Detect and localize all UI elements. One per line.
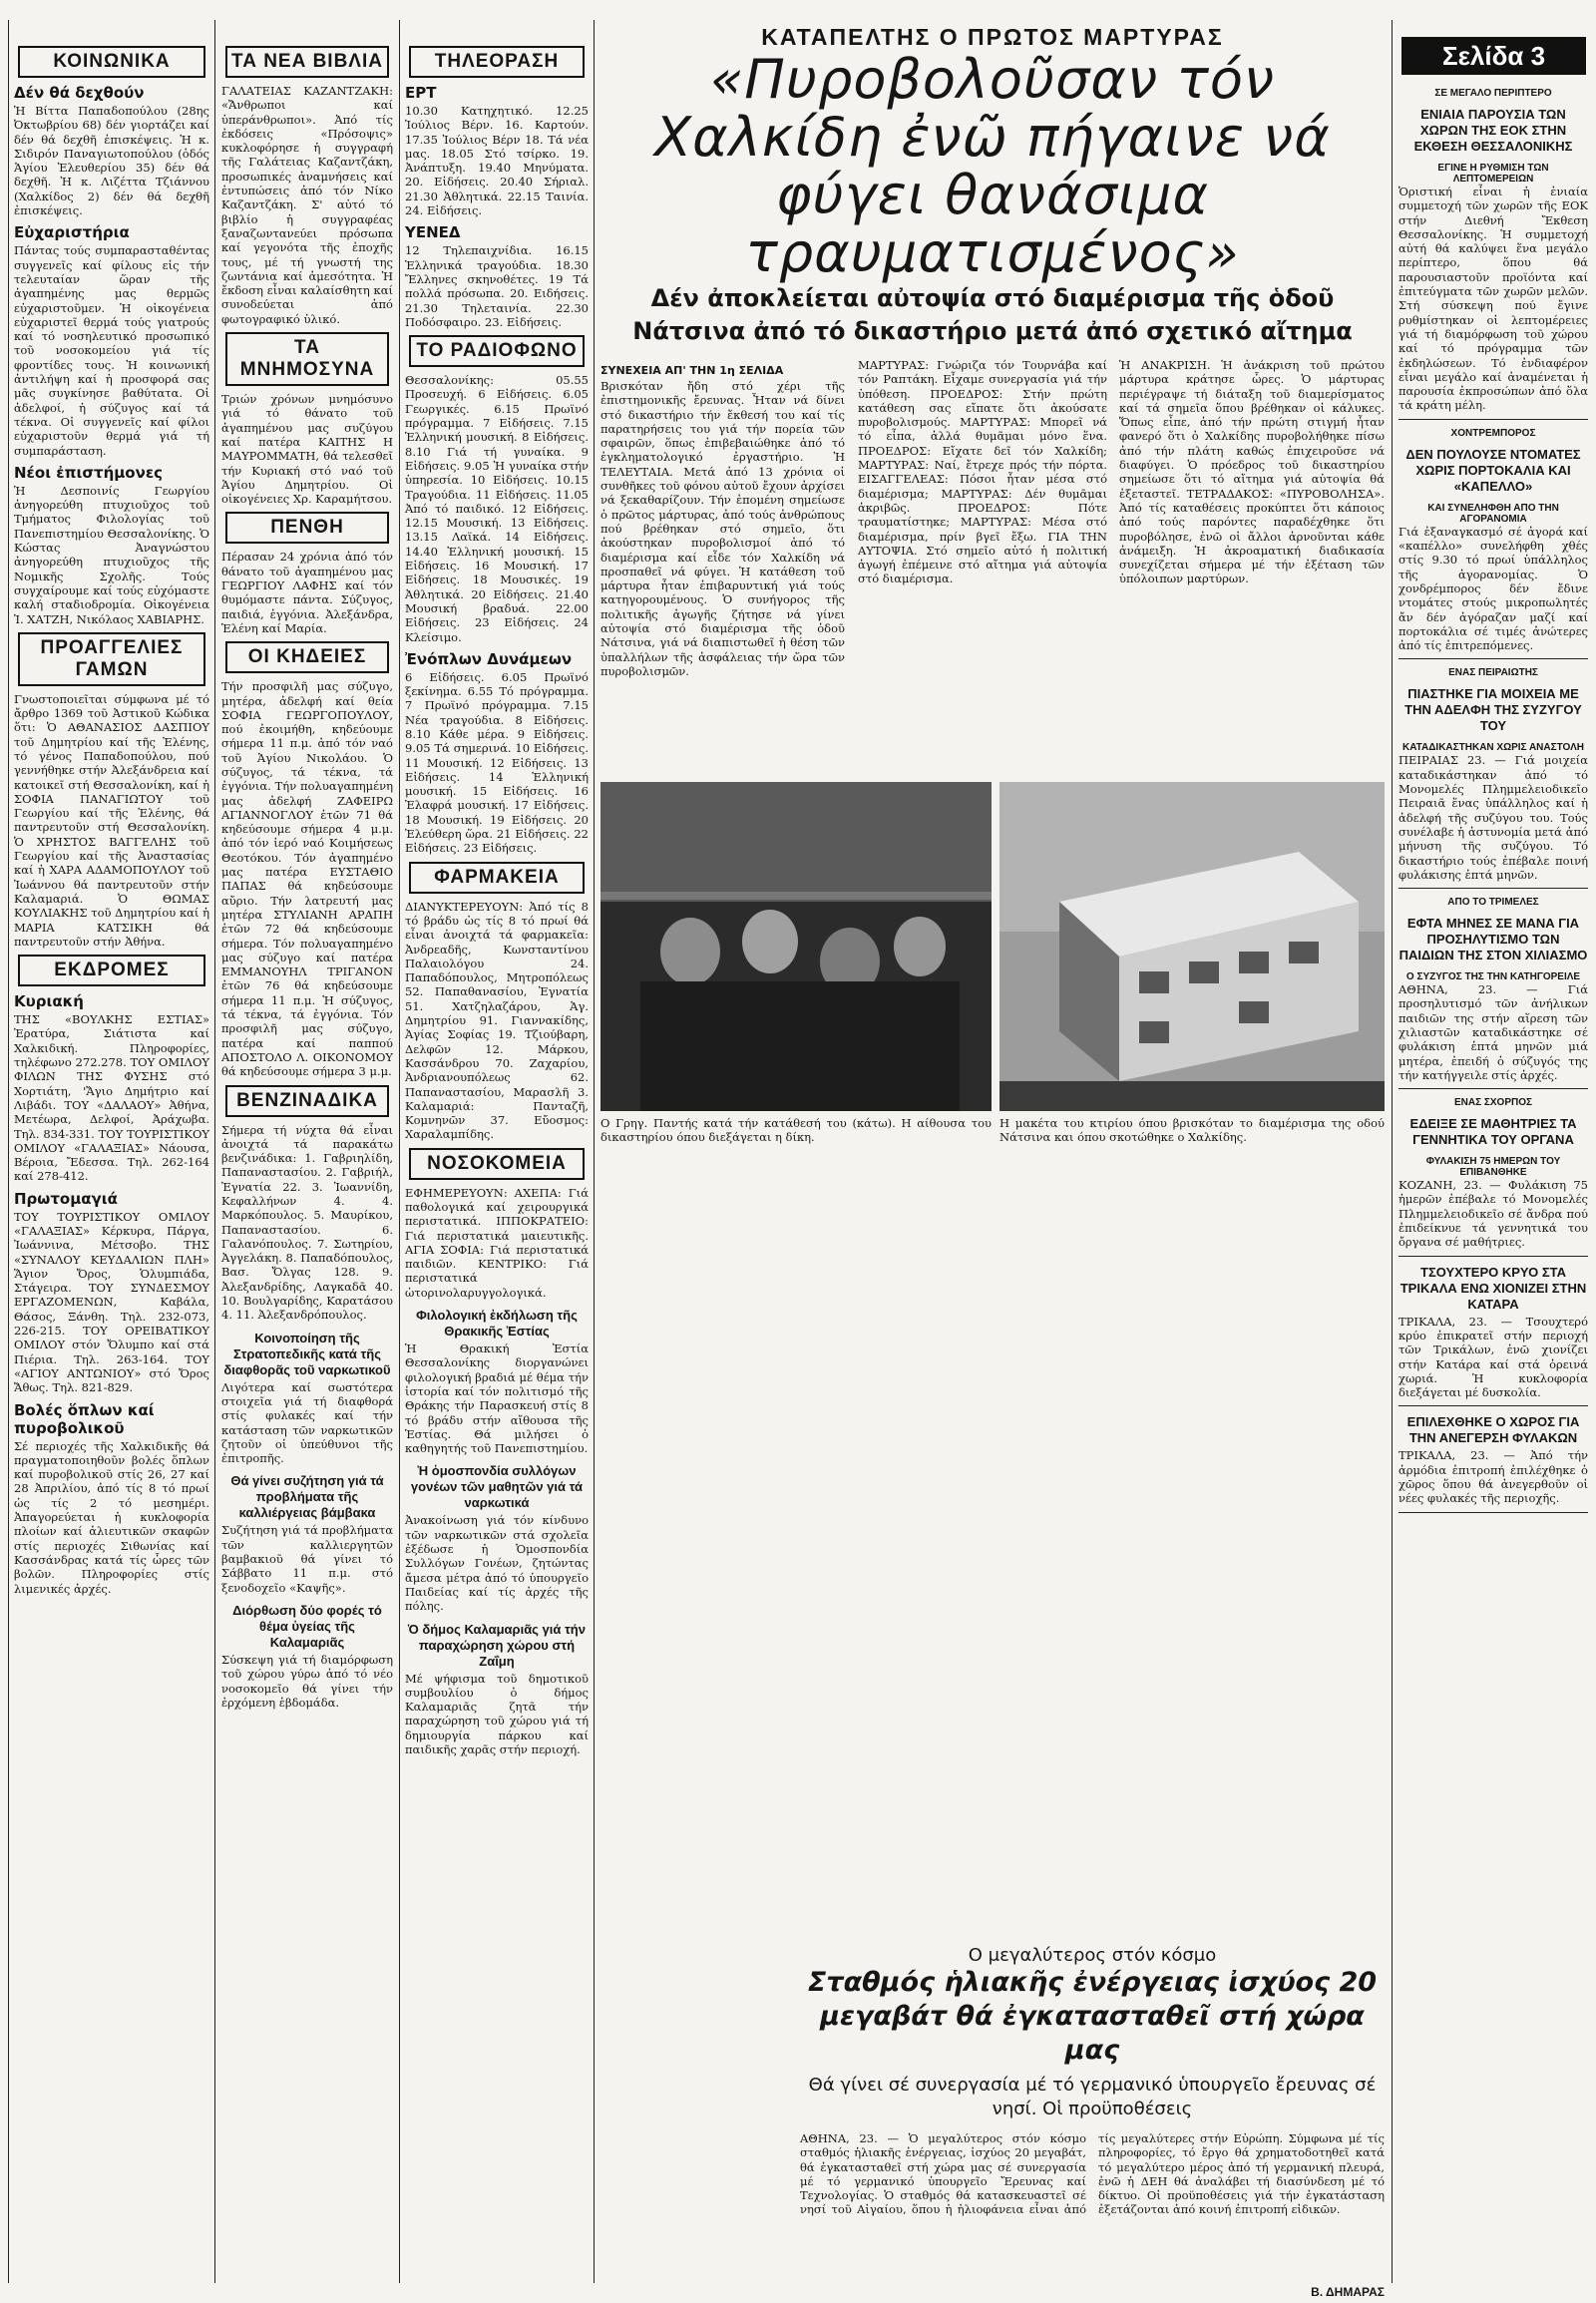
column-rule bbox=[8, 20, 9, 2283]
hospital-header: ΝΟΣΟΚΟΜΕΙΑ bbox=[409, 1148, 585, 1180]
main-col-3 bbox=[1119, 358, 1385, 777]
channel-name: ΥΕΝΕΔ bbox=[405, 223, 461, 242]
brief-headline: ΕΠΙΛΕΧΘΗΚΕ Ο ΧΩΡΟΣ ΓΙΑ ΤΗΝ ΑΝΕΓΕΡΣΗ ΦΥΛΑΚΩΝ bbox=[1406, 1414, 1580, 1446]
books-extra-items bbox=[221, 1331, 393, 1710]
solar-story bbox=[600, 1945, 1385, 2299]
main-col-2 bbox=[858, 358, 1107, 777]
section-subtitle: Νέοι ἐπιστήμονες bbox=[14, 463, 164, 482]
section-header: ΕΚΔΡΟΜΕΣ bbox=[18, 955, 205, 986]
notice-text: Συζήτηση γιά τά προβλήματα τῶν καλλιεργητῶν βαμβακιοῦ θά γίνει τό Σάββατο 11 π.μ. στό ξενοδοχεῖο «Καψῆς». bbox=[221, 1523, 393, 1595]
brief-divider bbox=[1398, 658, 1588, 659]
brief-subhead: ΚΑΙ ΣΥΝΕΛΗΦΘΗ ΑΠΟ ΤΗΝ ΑΓΟΡΑΝΟΜΙΑ bbox=[1427, 502, 1559, 525]
column-rule bbox=[214, 20, 215, 2283]
brief-text: ΚΟΖΑΝΗ, 23. — Φυλάκιση 75 ἡμερῶν ἐπέβαλε τό Μονομελές Πλημμελειοδικεῖο σέ ἄνδρα πού ἐπιδείκνυε τά γεννητικά του ὄργανα σέ μαθήτριες. bbox=[1398, 1178, 1588, 1250]
brief-text: ΤΡΙΚΑΛΑ, 23. — Τσουχτερό κρύο ἐπικρατεῖ στήν περιοχή τῶν Τρικάλων, ἐνῶ χιονίζει στήν Κατάρα καί στά ὀρεινά χωριά. Ἡ κυκλοφορία διεξάγεται μέ δυσκολία. bbox=[1398, 1314, 1588, 1400]
brief-kicker: ΑΠΟ ΤΟ ΤΡΙΜΕΛΕΣ bbox=[1447, 897, 1539, 909]
column-rule bbox=[594, 20, 595, 2283]
section-subtitle: Δέν θά δεχθούν bbox=[14, 84, 145, 102]
tv-column bbox=[405, 40, 589, 2289]
section-header: ΠΡΟΑΓΓΕΛΙΕΣ ΓΑΜΩΝ bbox=[18, 632, 205, 686]
mourning-header: ΠΕΝΘΗ bbox=[225, 512, 389, 544]
brief-subhead: ΕΓΙΝΕ Η ΡΥΘΜΙΣΗ ΤΩΝ ΛΕΠΤΟΜΕΡΕΙΩΝ bbox=[1437, 163, 1549, 185]
notice-text: Σύσκεψη γιά τή διαμόρφωση τοῦ χώρου γύρω ἀπό τό νέο νοσοκομεῖο θά γίνει τήν ἐρχόμενη ἑβδομάδα. bbox=[221, 1652, 393, 1710]
main-story bbox=[600, 24, 1385, 1350]
solar-headline: Σταθμός ἡλιακῆς ἐνέργειας ἰσχύος 20 μεγαβάτ θά ἐγκατασταθεῖ στή χώρα μας bbox=[807, 1967, 1378, 2066]
section-subtitle: Βολές ὅπλων καί πυροβολικοῦ bbox=[14, 1400, 155, 1437]
brief-headline: ΕΝΙΑΙΑ ΠΑΡΟΥΣΙΑ ΤΩΝ ΧΩΡΩΝ ΤΗΣ ΕΟΚ ΣΤΗΝ ΕΚΘΕΣΗ ΘΕΣΣΑΛΟΝΙΚΗΣ bbox=[1413, 107, 1573, 154]
brief-text: ΤΡΙΚΑΛΑ, 23. — Ἀπό τήν ἁρμόδια ἐπιτροπή ἐπιλέχθηκε ὁ χῶρος ὅπου θά ἀνεγερθοῦν οἱ νέες φυλακές τῆς περιοχῆς. bbox=[1398, 1448, 1588, 1506]
brief-text: ΑΘΗΝΑ, 23. — Γιά προσηλυτισμό τῶν ἀνήλικων παιδιῶν της στήν αἵρεση τῶν χιλιαστῶν καταδικάστηκε σέ φυλάκιση ἑπτά μηνῶν μιά μητέρα, ἐπειδή ὁ σύζυγός της τήν κατήγγειλε στίς ἀρχές. bbox=[1398, 982, 1588, 1082]
section-subtitle: Πρωτομαγιά bbox=[14, 1189, 118, 1208]
channel-schedule: 10.30 Κατηχητικό. 12.25 Ἰούλιος Βέρν. 16. Καρτούν. 17.35 Ἰούλιος Βέρν 18. Τά νέα μας. 18.05 Στό τσίρκο. 19. Ἀνάπτυξη. 19.40 Μηνύματα. 20. Εἰδήσεις. 20.40 Σήριαλ. 21.30 Ἀθλητικά. 22.15 Ταινία. 24. Εἰδήσεις. bbox=[405, 104, 589, 218]
section-text: Σέ περιοχές τῆς Χαλκιδικῆς θά πραγματοποιηθοῦν βολές ὅπλων καί πυροβολικοῦ στίς 26, 27 καί 28 Ἀπριλίου, ἀπό τίς 8 τό πρωί ὡς τίς 2 τό μεσημέρι. Ἀπαγορεύεται ἡ κυκλοφορία πλοίων καί ἁλιευτικῶν σκαφῶν στίς περιοχές Σιθωνίας καί Κασσάνδρας κατά τίς ὧρες τῶν βολῶν. Πληροφορίες στίς λιμενικές ἀρχές. bbox=[14, 1438, 209, 1596]
brief-headline: ΕΔΕΙΞΕ ΣΕ ΜΑΘΗΤΡΙΕΣ ΤΑ ΓΕΝΝΗΤΙΚΑ ΤΟΥ ΟΡΓΑΝΑ bbox=[1409, 1116, 1577, 1148]
tv-header: ΤΗΛΕΟΡΑΣΗ bbox=[409, 46, 585, 78]
channel-name: ΕΡΤ bbox=[405, 84, 437, 102]
mourning-text: Πέρασαν 24 χρόνια ἀπό τόν θάνατο τοῦ ἀγαπημένου μας ΓΕΩΡΓΙΟΥ ΛΑΦΗΣ καί τόν θυμόμαστε πάντα. Σύζυγος, παιδιά, ἐγγόνια. Ἀλεξάνδρα, Ἑλένη καί Μαρία. bbox=[221, 550, 393, 635]
brief-headline: ΤΣΟΥΧΤΕΡΟ ΚΡΥΟ ΣΤΑ ΤΡΙΚΑΛΑ ΕΝΩ ΧΙΟΝΙΖΕΙ ΣΤΗΝ ΚΑΤΑΡΑ bbox=[1399, 1264, 1587, 1312]
model-image bbox=[999, 782, 1385, 1111]
radio-text: Θεσσαλονίκης: 05.55 Προσευχή. 6 Εἰδήσεις. 6.05 Γεωργικές. 6.15 Πρωϊνό πρόγραμμα. 7 Εἰδήσεις. 7.15 Ἑλληνική μουσική. 8 Εἰδήσεις. 8.10 Γιά τή γυναίκα. 9 Εἰδήσεις. 9.05 Ἡ γυναίκα στήν ὑπηρεσία. 10 Εἰδήσεις. 10.15 Τραγούδια. 11 Εἰδήσεις. 11.05 Ἀπό τό παιδικό. 12 Εἰδήσεις. 12.15 Μουσική. 13 Εἰδήσεις. 13.15 Λαϊκά. 14 Εἰδήσεις. 14.40 Ἑλληνική μουσική. 15 Εἰδήσεις. 16 Μουσική. 17 Εἰδήσεις. 18 Μουσικές. 19 Ἀθλητικά. 20 Εἰδήσεις. 21.40 Μουσική βραδυά. 22.00 Εἰδήσεις. 23 Εἰδήσεις. 24 Κλείσιμο. bbox=[405, 373, 589, 644]
main-body-3: Ἡ ΑΝΑΚΡΙΣΗ. Ἡ ἀνάκριση τοῦ πρώτου μάρτυρα κράτησε ὧρες. Ὁ μάρτυρας περιέγραψε τή διάταξη τοῦ διαμερίσματος καί τά σημεῖα ὅπου βρέθηκαν οἱ κάλυκες. Ὅπως εἶπε, ἀπό τήν πρώτη στιγμή ἦταν φανερό ὅτι ὁ Χαλκίδης πυροβολήθηκε πίσω ἀπό τήν πλάτη καθώς ἐπιχειροῦσε νά διαφύγει. Ὁ πρόεδρος τοῦ δικαστηρίου σημείωσε ὅτι τό αἴτημα γιά αὐτοψία θά ἐξεταστεῖ. ΤΕΤΡΑΔΑΚΟΣ: «ΠΥΡΟΒΟΛΗΣΑ». Ἀπό τίς καταθέσεις προκύπτει ὅτι κάποιος ἀπό τούς παρόντες παραδέχθηκε ὅτι πυροβόλησε, ἐνῶ οἱ ἄλλοι ἀρνοῦνται κάθε ἀνάμειξη. Ἡ ἀκροαματική διαδικασία συνεχίζεται σήμερα μέ τήν ἐξέταση τῶν ὑπόλοιπων μαρτύρων. bbox=[1119, 358, 1385, 586]
brief-divider bbox=[1398, 1405, 1588, 1406]
memorial-text: Τριών χρόνων μνημόσυνο γιά τό θάνατο τοῦ ἀγαπημένου μας συζύγου καί πατέρα ΚΑΙΤΗΣ Η ΜΑΥΡΟΜΜΑΤΗ, θά τελεσθεῖ τήν Κυριακή στό ναό τοῦ Ἁγίου Δημητρίου. Οἱ οἰκογένειες Χρ. Καραμήτσου. bbox=[221, 392, 393, 507]
model-photo bbox=[999, 782, 1385, 1111]
section-text: Ἡ Δεσποινίς Γεωργίου ἀνηγορεύθη πτυχιοῦχος τοῦ Τμήματος Φιλολογίας τοῦ Πανεπιστημίου Θεσσαλονίκης. Ὁ Κώστας Ἀναγνώστου ἀνηγορεύθη πτυχιοῦχος τῆς Νομικῆς Σχολῆς. Τούς συγχαίρουμε καί τούς εὐχόμαστε καλή σταδιοδρομία. Οἰκογένεια Ἰ. ΧΑΤΖΗ, Νικόλαος ΧΑΒΙΑΡΗΣ. bbox=[14, 483, 209, 626]
pharmacy-header: ΦΑΡΜΑΚΕΙΑ bbox=[409, 862, 585, 894]
notice-text: Ἡ Θρακική Ἑστία Θεσσαλονίκης διοργανώνει φιλολογική βραδιά μέ θέμα τήν ἱστορία καί τόν πολιτισμό τῆς Θράκης τήν Παρασκευή στίς 8 τό βράδυ στήν αἴθουσα τῆς Ἑστίας. Θά μιλήσει ὁ καθηγητής τοῦ Πανεπιστημίου. bbox=[405, 1342, 589, 1456]
section-text: ΤΟΥ ΤΟΥΡΙΣΤΙΚΟΥ ΟΜΙΛΟΥ «ΓΑΛΑΞΙΑΣ» Κέρκυρα, Πάργα, Ἰωάννινα, Μέτσοβο. ΤΗΣ «ΣΥΝΑΛΟΥ ΚΕΥΔΑΛΙΩΝ ΠΛΗ» Ἅγιον Ὄρος, Ὁλυμπιάδα, Στάγειρα. ΤΟΥ ΣΥΝΔΕΣΜΟΥ ΕΡΓΑΖΟΜΕΝΩΝ, Καβάλα, Θάσος, Ξάνθη. Τηλ. 232-073, 226-215. ΤΟΥ ΟΡΕΙΒΑΤΙΚΟΥ ΟΜΙΛΟΥ στόν Ὄλυμπο καί στά Πιέρια. Τηλ. 263-164. ΤΟΥ «ΑΓΙΟΥ ΑΝΤΩΝΙΟΥ» στό Ὄρος Ἄθως. Τηλ. 821-829. bbox=[14, 1209, 209, 1395]
book-review: ΓΑΛΑΤΕΙΑΣ ΚΑΖΑΝΤΖΑΚΗ: «Ἄνθρωποι καί ὑπεράνθρωποι». Ἀπό τίς ἐκδόσεις «Πρόσοψις» κυκλοφόρησε ἡ συγγραφή τῆς Γαλάτειας Καζαντζάκη, προσωπικές ἀναμνήσεις καί ἐντυπώσεις ἀπό τόν Νίκο Καζαντζάκη. Σ' αὐτό τό βιβλίο ἡ συγγραφέας ξαναζωντανεύει πρόσωπα καί γεγονότα τῆς ἐποχῆς τους, μέ τή γνωστή της ζωντάνια καί ἀμεσότητα. Ἡ ἔκδοση εἶναι καλαίσθητη καί συνοδεύεται ἀπό φωτογραφικό ὑλικό. bbox=[221, 84, 393, 326]
solar-kicker: Ο μεγαλύτερος στόν κόσμο bbox=[968, 1945, 1217, 1966]
brief-headline: ΔΕΝ ΠΟΥΛΟΥΣΕ ΝΤΟΜΑΤΕΣ ΧΩΡΙΣ ΠΟΡΤΟΚΑΛΙΑ ΚΑΙ «ΚΑΠΕΛΛΟ» bbox=[1405, 446, 1581, 494]
right-column bbox=[1398, 80, 1588, 2289]
section-text: Ἡ Βίττα Παπαδοπούλου (28ης Ὀκτωβρίου 68) δέν γιορτάζει καί δέν θά δεχθῆ ἐπισκέψεις. Ἡ κ. Σιδιρόν Παναγιωτοπούλου (ὁδός Ἁγίου Ἐλευθερίου 35) δέν θά δεχθῆ. Ἡ κ. Λιζέττα Τζιάννου (Χαλκίδος 2) δέν θά δεχθῆ ἐπισκέψεις. bbox=[14, 104, 209, 218]
armed-forces-title: Ἐνόπλων Δυνάμεων bbox=[405, 649, 573, 668]
solar-body: ΑΘΗΝΑ, 23. — Ὁ μεγαλύτερος στόν κόσμο σταθμός ἡλιακῆς ἐνέργειας, ἰσχύος 20 μεγαβάτ, θά ἐγκατασταθεῖ στή χώρα μας σέ συνεργασία μέ τό γερμανικό ὑπουργεῖο Ἔρευνας καί Τεχνολογίας. Ὁ σταθμός θά κατασκευαστεῖ σέ νησί τοῦ Αἰγαίου, ὅπου ἡ ἡλιοφάνεια εἶναι ἀπό τίς μεγαλύτερες στήν Εὐρώπη. Σύμφωνα μέ τίς πληροφορίες, τό ἔργο θά χρηματοδοτηθεῖ κατά τό μεγαλύτερο μέρος ἀπό τή γερμανική πλευρά, ἐνῶ ἡ ΔΕΗ θά ἀναλάβει τή διασύνδεση μέ τό δίκτυο. Οἱ προϋποθέσεις γιά τήν ἐγκατάσταση ἐξετάζονται ἀπό κοινή ἐπιτροπή εἰδικῶν. bbox=[800, 2131, 1385, 2217]
section-subtitle: Κυριακή bbox=[14, 992, 84, 1011]
solar-head-block bbox=[800, 1945, 1385, 2299]
radio-header: ΤΟ ΡΑΔΙΟΦΩΝΟ bbox=[409, 335, 585, 367]
main-subhead: Δέν ἀποκλείεται αὐτοψία στό διαμέρισμα τῆς ὁδοῦ Νάτσινα ἀπό τό δικαστήριο μετά ἀπό σχετικό αἴτημα bbox=[632, 284, 1353, 345]
funerals-header: ΟΙ ΚΗΔΕΙΕΣ bbox=[225, 641, 389, 673]
brief-divider bbox=[1398, 1256, 1588, 1257]
notice-title: Διόρθωση δύο φορές τό θέμα ὑγείας τῆς Καλαμαριᾶς bbox=[232, 1602, 382, 1650]
notice-text: Μέ ψήφισμα τοῦ δημοτικοῦ συμβουλίου ὁ δήμος Καλαμαριᾶς ζητᾶ τήν παραχώρηση τοῦ χώρου γιά τή δημιουργία πάρκου καί παιδικῆς χαρᾶς στήν περιοχή. bbox=[405, 1671, 589, 1757]
notice-title: Κοινοποίηση τῆς Στρατοπεδικῆς κατά τῆς διαφθορᾶς τοῦ ναρκωτικοῦ bbox=[223, 1330, 391, 1377]
column-rule bbox=[1392, 20, 1393, 2283]
continuation-label: ΣΥΝΕΧΕΙΑ ΑΠ' ΤΗΝ 1η ΣΕΛΙΔΑ bbox=[600, 364, 784, 377]
brief-headline: ΕΦΤΑ ΜΗΝΕΣ ΣΕ ΜΑΝΑ ΓΙΑ ΠΡΟΣΗΛΥΤΙΣΜΟ ΤΩΝ ΠΑΙΔΙΩΝ ΤΗΣ ΣΤΟΝ ΧΙΛΙΑΣΜΟ bbox=[1398, 916, 1588, 963]
section-header: ΚΟΙΝΩΝΙΚΑ bbox=[18, 46, 205, 78]
brief-headline: ΠΙΑΣΤΗΚΕ ΓΙΑ ΜΟΙΧΕΙΑ ΜΕ ΤΗΝ ΑΔΕΛΦΗ ΤΗΣ ΣΥΖΥΓΟΥ ΤΟΥ bbox=[1404, 686, 1582, 734]
main-headline: «Πυροβολοῦσαν τόν Χαλκίδη ἐνῶ πήγαινε νά φύγει θανάσιμα τραυματισμένος» bbox=[654, 48, 1331, 284]
courtroom-caption: Ο Γρηγ. Παντής κατά τήν κατάθεσή του (κάτω). Η αίθουσα του δικαστηρίου όπου διεξάγεται η δίκη. bbox=[600, 1116, 992, 1144]
memorial-header: ΤΑ ΜΝΗΜΟΣΥΝΑ bbox=[225, 332, 389, 386]
notice-text: Λιγότερα καί σωστότερα στοιχεῖα γιά τή διαφθορά στίς φυλακές καί τήν κατάσταση τῶν ναρκωτικῶν ζητοῦν οἱ ὑπεύθυνοι τῆς ἐπιτροπῆς. bbox=[221, 1379, 393, 1466]
notice-text: Ἀνακοίνωση γιά τόν κίνδυνο τῶν ναρκωτικῶν στά σχολεῖα ἐξέδωσε ἡ Ὁμοσπονδία Συλλόγων Γονέων, ζητώντας ἄμεσα μέτρα ἀπό τό ὑπουργεῖο Παιδείας καί τίς ἀρχές τῆς πόλης. bbox=[405, 1513, 589, 1614]
model-caption: Η μακέτα του κτιρίου όπου βρισκόταν το διαμέρισμα της οδού Νάτσινα και όπου σκοτώθηκε ο Χαλκίδης. bbox=[999, 1116, 1385, 1144]
armed-forces-text: 6 Εἰδήσεις. 6.05 Πρωϊνό ξεκίνημα. 6.55 Τό πρόγραμμα. 7 Πρωϊνό πρόγραμμα. 7.15 Νέα τραγούδια. 8 Εἰδήσεις. 8.10 Κάθε μέρα. 9 Εἰδήσεις. 9.05 Τά σημερινά. 10 Εἰδήσεις. 11 Μουσική. 12 Εἰδήσεις. 13 Εἰδήσεις. 14 Ἑλληνική μουσική. 15 Εἰδήσεις. 16 Ἐλαφρά μουσική. 17 Εἰδήσεις. 18 Μουσική. 19 Εἰδήσεις. 20 Ἐλεύθερη ὥρα. 21 Εἰδήσεις. 22 Εἰδήσεις. 23 Εἰδήσεις. bbox=[405, 669, 589, 856]
pharmacy-text: ΔΙΑΝΥΚΤΕΡΕΥΟΥΝ: Ἀπό τίς 8 τό βράδυ ὡς τίς 8 τό πρωί θά εἶναι ἀνοιχτά τά φαρμακεῖα: Ἀνδρεαδῆς, Κωνσταντίνου Παλαιολόγου 24. Παπαδόπουλος, Μητροπόλεως 52. Παπαθανασίου, Ἐγνατία 51. Χατζηλαζάρου, Ἁγ. Δημητρίου 91. Γιαννακίδης, Ἀγίας Σοφίας 19. Τζιούβαρη, Δελφῶν 12. Μάρκου, Κασσάνδρου 70. Ζαχαρίου, Ἀνδριανουπόλεως 62. Παπαναστασίου, Μαρασλῆ 3. Καλαμαριά: Πανταζῆ, Κομνηνῶν 37. Εὔοσμος: Χαραλαμπίδης. bbox=[405, 899, 589, 1142]
left-column bbox=[14, 40, 209, 2289]
brief-subhead: ΦΥΛΑΚΙΣΗ 75 ΗΜΕΡΩΝ ΤΟΥ ΕΠΙΒΑΝΘΗΚΕ bbox=[1425, 1156, 1561, 1179]
fuel-text: Σήμερα τή νύχτα θά εἶναι ἀνοιχτά τά παρακάτω βενζινάδικα: 1. Γαβριηλίδη, Παπαναστασίου. 2. Γαβριήλ, Ἐγνατία 22. 3. Ἰωαννίδη, Κεφαλλήνων 4. 4. Μαρκόπουλος. 5. Μαυρίκου, Παπαναστασίου. 6. Γαλανόπουλος. 7. Σωτηρίου, Ἀγγελάκη. 8. Παπαδόπουλος, Βασ. Ὄλγας 128. 9. Ἀλεξανδρίδης, Λαγκαδᾶ 40. 10. Βουλγαρίδης, Καρατάσου 4. 11. Ἀλεξανδρόπουλος. bbox=[221, 1122, 393, 1323]
brief-kicker: ΧΟΝΤΡΕΜΠΟΡΟΣ bbox=[1450, 427, 1536, 439]
section-text: ΤΗΣ «ΒΟΥΛΚΗΣ ΕΣΤΙΑΣ» Ἐρατύρα, Σιάτιστα καί Χαλκιδική. Πληροφορίες, τηλέφωνο 272.278. ΤΟΥ ΟΜΙΛΟΥ ΦΙΛΩΝ ΤΗΣ ΦΥΣΗΣ στό Χορτιάτη, 'Ἄγιο Δημήτριο καί Λιβάδι. ΤΟΥ «ΔΑΛΑΟΥ» Ἀθήνα, Μετέωρα, Δελφοί, Ἀράχωβα. Τηλ. 834-331. ΤΟΥ ΤΟΥΡΙΣΤΙΚΟΥ ΟΜΙΛΟΥ «ΓΑΛΑΞΙΑΣ» Νάουσα, Βέροια, Ἔδεσσα. Τηλ. 262-164 καί 278-412. bbox=[14, 1012, 209, 1184]
brief-divider bbox=[1398, 888, 1588, 889]
tv-notices bbox=[405, 1308, 589, 1756]
brief-divider bbox=[1398, 1088, 1588, 1089]
courtroom-image bbox=[600, 782, 992, 1111]
brief-text: Γιά ἐξαναγκασμό σέ ἀγορά καί «καπέλλο» συνελήφθη χθές στίς 9.30 τό πρωί ὑπάλληλος τῆς ἀγορανομίας. Ὁ χονδρέμπορος δέν ἔδινε ντομάτες στούς μικροπωλητές ἄν δέν ἀγόραζαν μαζί καί πορτοκάλια σέ τιμές ἀνώτερες ἀπό τίς ἐπιτρεπόμενες. bbox=[1398, 524, 1588, 653]
section-text: Πάντας τούς συμπαρασταθέντας συγγενεῖς καί φίλους εἰς τήν τελευταίαν ὥραν τῆς ἀγαπημένης μας θερμῶς εὐχαριστοῦμεν. Ἡ οἰκογένεια εὐχαριστεῖ θερμά τούς γιατρούς καί τό νοσηλευτικό προσωπικό τοῦ νοσοκομείου γιά τίς φροντίδες τους. Ἡ κοινωνική ἀντιλήψη καί ἡ προσφορά σας μᾶς συγκίνησε βαθύτατα. Οἱ ἀδελφοί, ἡ σύζυγος καί τά τέκνα. Οἱ συγγενεῖς καί φίλοι εὐχαριστοῦν θερμά γιά τή συμπαράσταση. bbox=[14, 243, 209, 458]
brief-kicker: ΕΝΑΣ ΣΧΟΡΠΟΣ bbox=[1453, 1097, 1532, 1109]
solar-signature: Β. ΔΗΜΑΡΑΣ bbox=[1311, 2285, 1385, 2299]
section-subtitle: Εὐχαριστήρια bbox=[14, 223, 130, 242]
main-body-2: ΜΑΡΤΥΡΑΣ: Γνώριζα τόν Τουρνάβα καί τόν Ραπτάκη. Εἶχαμε συνεργασία γιά τήν ὑπόθεση. ΠΡΟΕΔΡΟΣ: Στήν πρώτη κατάθεση σας εἴπατε ὅτι ἀκούσατε πυροβολισμούς. ΜΑΡΤΥΡΑΣ: Μπορεῖ νά τό εἶπα, ἀλλά θυμᾶμαι μόνο ἕνα. ΠΡΟΕΔΡΟΣ: Εἴχατε δεῖ τόν Χαλκίδη; ΜΑΡΤΥΡΑΣ: Ναί, ἔτρεχε πρός τήν πόρτα. ΕΙΣΑΓΓΕΛΕΑΣ: Πόσοι ἦταν μέσα στό διαμέρισμα; ΜΑΡΤΥΡΑΣ: Δέν θυμᾶμαι ἀκριβῶς. ΠΡΟΕΔΡΟΣ: Πότε τραυματίστηκε; ΜΑΡΤΥΡΑΣ: Μέσα στό διαμέρισμα, πρίν βγεῖ ἔξω. ΓΙΑ ΤΗΝ ΑΥΤΟΨΙΑ. Στό σημεῖο αὐτό ἡ πολιτική ἀγωγή ἐπέμεινε στό αἴτημα γιά αὐτοψία στό διαμέρισμα. bbox=[858, 358, 1107, 586]
books-header: ΤΑ ΝΕΑ ΒΙΒΛΙΑ bbox=[225, 46, 389, 78]
page-label: Σελίδα 3 bbox=[1401, 37, 1586, 75]
section-text: Γνωστοποιεῖται σύμφωνα μέ τό ἄρθρο 1369 τοῦ Ἀστικοῦ Κώδικα ὅτι: Ὁ ΑΘΑΝΑΣΙΟΣ ΔΑΣΠΙΟΥ τοῦ Δημητρίου καί τῆς Ἑλένης, τό γένος Παπαδοπούλου, πού γεννήθηκε στήν Ἀλεξάνδρεια καί κατοικεῖ στή Θεσσαλονίκη, καί ἡ ΣΟΦΙΑ ΠΑΝΑΓΙΩΤΟΥ τοῦ Γεωργίου καί τῆς Ἑλένης, θά παντρευτοῦν στή Θεσσαλονίκη. Ὁ ΧΡΗΣΤΟΣ ΒΑΓΓΕΛΗΣ τοῦ Γεωργίου καί τῆς Ἀναστασίας καί ἡ ΧΑΡΑ ΑΔΑΜΟΠΟΥΛΟΥ τοῦ Ἰωάννου θά παντρευτοῦν στήν Καλαμαριά. Ὁ ΘΩΜΑΣ ΚΟΥΛΙΑΚΗΣ τοῦ Δημητρίου καί ἡ ΜΑΡΙΑ ΚΑΤΣΙΚΗ θά παντρευτοῦν στήν Ἀθήνα. bbox=[14, 691, 209, 949]
brief-kicker: ΕΝΑΣ ΠΕΙΡΑΙΩΤΗΣ bbox=[1448, 667, 1538, 679]
notice-title: Ὁ δήμος Καλαμαριᾶς γιά τήν παραχώρηση χώρου στή Ζαΐμη bbox=[408, 1621, 586, 1669]
main-body bbox=[600, 358, 1385, 1415]
funerals-text: Τήν προσφιλῆ μας σύζυγο, μητέρα, ἀδελφή καί θεία ΣΟΦΙΑ ΓΕΩΡΓΟΠΟΥΛΟΥ, πού ἐκοιμήθη, κηδεύουμε σήμερα 11 π.μ. ἀπό τόν ναό τοῦ Ἁγίου Νικολάου. Ὁ σύζυγος, τά τέκνα, τά ἐγγόνια. Τήν πολυαγαπημένη μας ἀδελφή ΖΑΦΕΙΡΩ ΑΓΙΑΝΝΟΓΛΟΥ ἐτῶν 71 θά κηδεύσουμε σήμερα 4 μ.μ. ἀπό τόν ἱερό ναό Κοιμήσεως Θεοτόκου. Τόν ἀγαπημένο μας πατέρα ΕΥΣΤΑΘΙΟ ΠΑΠΑΣ θά κηδεύσουμε αὔριο. Τήν λατρευτή μας μητέρα ΣΤΥΛΙΑΝΗ ΑΡΑΠΗ ἐτῶν 72 θά κηδεύσουμε σήμερα. Τόν πολυαγαπημένο μας σύζυγο καί πατέρα ΕΜΜΑΝΟΥΗΛ ΤΡΙΓΑΝΟΝ ἐτῶν 76 θά κηδεύσουμε σήμερα 11 π.μ. Ἡ σύζυγος, τά τέκνα, τά ἐγγόνια. Τόν προσφιλῆ μας σύζυγο, πατέρα καί παππού ΑΠΟΣΤΟΛΟ Λ. ΟΙΚΟΝΟΜΟΥ θά κηδεύσουμε σήμερα 3 μ.μ. bbox=[221, 679, 393, 1079]
brief-text: Ὁριστική εἶναι ἡ ἑνιαία συμμετοχή τῶν χωρῶν τῆς ΕΟΚ στήν Διεθνή Ἔκθεση Θεσσαλονίκης. Ἡ συμμετοχή αὐτή θά καλύψει ἕνα μεγάλο περίπτερο, ὅπου θά παρουσιαστοῦν προϊόντα καί ἐπιτεύγματα τῶν χωρῶν μελῶν. Στή σύσκεψη πού ἔγινε ρυθμίστηκαν οἱ λεπτομέρειες γιά τή διαμόρφωση τοῦ χώρου καί τό πρόγραμμα τῶν ἐκδηλώσεων. Τό ἐνδιαφέρον εἶναι μεγάλο καί ἀναμένεται ἡ παρουσία ἐκπροσώπων ἀπό ὅλα τά κράτη μέλη. bbox=[1398, 185, 1588, 413]
notice-title: Θά γίνει συζήτηση γιά τά προβλήματα τῆς καλλιέργειας βάμβακα bbox=[230, 1473, 384, 1521]
tv-channels bbox=[405, 84, 589, 329]
channel-schedule: 12 Τηλεπαιχνίδια. 16.15 Ἑλληνικά τραγούδια. 18.30 Ἔλληνες σκηνοθέτες. 19 Τά πολλά πρόσωπα. 20. Ειδήσεις. 21.30 Τηλεταινία. 22.30 Ποδόσφαιρο. 23. Εἰδήσεις. bbox=[405, 243, 589, 329]
main-kicker: ΚΑΤΑΠΕΛΤΗΣ Ο ΠΡΩΤΟΣ ΜΑΡΤΥΡΑΣ bbox=[761, 24, 1224, 50]
brief-kicker: ΣΕ ΜΕΓΑΛΟ ΠΕΡΙΠΤΕΡΟ bbox=[1434, 88, 1552, 99]
solar-subhead: Θά γίνει σέ συνεργασία μέ τό γερμανικό ὑπουργεῖο ἔρευνας σέ νησί. Οἱ προϋποθέσεις bbox=[808, 2075, 1377, 2119]
brief-divider bbox=[1398, 419, 1588, 420]
main-body-1: Βρισκόταν ἤδη στό χέρι τῆς ἐπιστημονικῆς ἔρευνας. Ἦταν νά δίνει στό δικαστήριο τήν ἔκθεσή του καί τίς παρατηρήσεις του γιά τήν πορεία τῶν σφαιρῶν, ὅπως ἐπιβεβαιώθηκε ἀπό τό ἐγκληματολογικό ἐργαστήριο. Ἡ ΤΕΛΕΥΤΑΙΑ. Μετά ἀπό 13 χρόνια οἱ συνθῆκες τοῦ φόνου αὐτοῦ ἔχουν ἀρχίσει νά ξεκαθαρίζουν. Τήν ἐπομένη σημείωσε ὁ πρῶτος μάρτυρας, ἀπό τούς ἀνθρώπους πού βρέθηκαν στό σημεῖο, ὅτι ἀκούστηκαν πυροβολισμοί ἀπό τό διαμέρισμα καί εἶδε τόν Χαλκίδη νά προσπαθεῖ νά φύγει. Ἡ κατάθεση τοῦ μάρτυρα ἦταν ἐπιβαρυντική γιά τούς κατηγορουμένους. Ὁ συνήγορος τῆς πολιτικῆς ἀγωγῆς ζήτησε νά γίνει αὐτοψία στό διαμέρισμα τῆς ὁδοῦ Νάτσινα, γιά νά διαπιστωθεῖ ἡ θέση τῶν ὑπαλλήλων τῆς ἀσφάλειας τήν ὥρα τῶν πυροβολισμῶν. bbox=[600, 379, 845, 678]
brief-subhead: Ο ΣΥΖΥΓΟΣ ΤΗΣ ΤΗΝ ΚΑΤΗΓΟΡΕΙΛΕ bbox=[1405, 971, 1581, 983]
column-rule bbox=[399, 20, 400, 2283]
fuel-header: ΒΕΝΖΙΝΑΔΙΚΑ bbox=[225, 1085, 389, 1117]
notice-title: Φιλολογική ἐκδήλωση τῆς Θρακικῆς Ἑστίας bbox=[416, 1308, 578, 1340]
books-column bbox=[221, 40, 393, 2289]
brief-subhead: ΚΑΤΑΔΙΚΑΣΤΗΚΑΝ ΧΩΡΙΣ ΑΝΑΣΤΟΛΗ bbox=[1402, 742, 1584, 754]
notice-title: Ἡ ὁμοσπονδία συλλόγων γονέων τῶν μαθητῶν γιά τά ναρκωτικά bbox=[410, 1463, 584, 1511]
hospital-text: ΕΦΗΜΕΡΕΥΟΥΝ: ΑΧΕΠΑ: Γιά παθολογικά καί χειρουργικά περιστατικά. ΙΠΠΟΚΡΑΤΕΙΟ: Γιά περιστατικά μαιευτικῆς. ΑΓΙΑ ΣΟΦΙΑ: Γιά περιστατικά παιδιῶν. ΚΕΝΤΡΙΚΟ: Γιά περιστατικά ὠτορινολαρυγγολογικά. bbox=[405, 1185, 589, 1300]
courtroom-photo bbox=[600, 782, 992, 1111]
brief-text: ΠΕΙΡΑΙΑΣ 23. — Γιά μοιχεία καταδικάστηκαν ἀπό τό Μονομελές Πλημμελειοδικεῖο Πειραιᾶ ἕνας ὑπάλληλος καί ἡ ἀδελφή τῆς συζύγου του. Τούς συνέλαβε ἡ ἀστυνομία μετά ἀπό μήνυση τῆς συζύγου. Τό δικαστήριο τούς ἐπέβαλε ποινή φυλάκισης ἐπτά μηνῶν. bbox=[1398, 753, 1588, 882]
brief-divider bbox=[1398, 1512, 1588, 1513]
